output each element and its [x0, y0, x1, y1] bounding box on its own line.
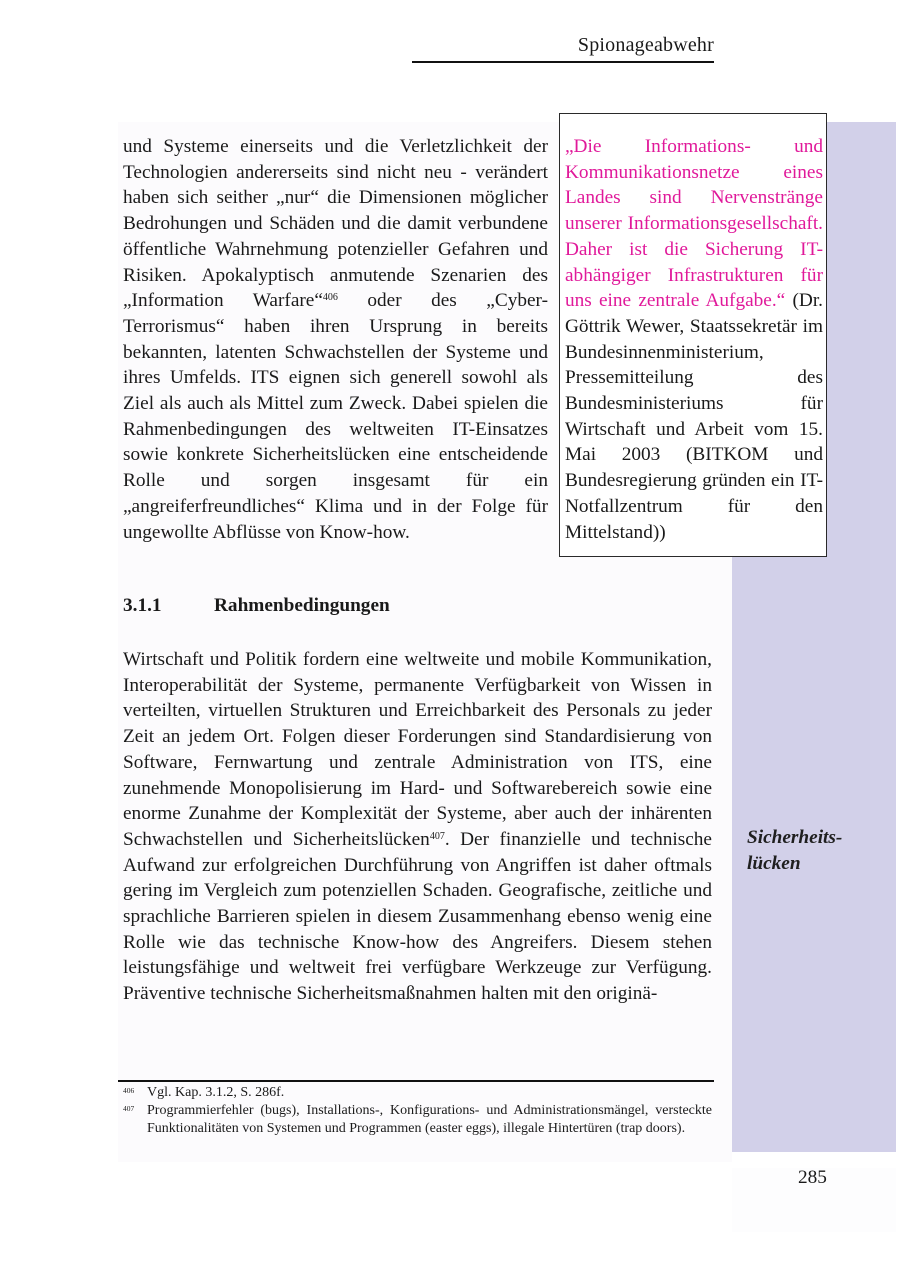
paragraph-1-part-2: oder des „Cyber-Terrorismus“ haben ihren Ursprung in bereits bekannten, latenten Schwachstellen der Systeme und ihres Umfelds. ITS eignen sich generell sowohl als Ziel als auch als Mittel zum Zweck. Dabei spielen die Rahmenbedingungen des weltweiten IT-Einsatzes sowie konkrete Sicherheitslücken eine entscheidende Rolle und sorgen insgesamt für ein „angreiferfreundliches“ Klima und in der Folge für ungewollte Abflüsse von Know-how.	[123, 290, 548, 543]
paragraph-1	[123, 134, 548, 545]
quote-content	[565, 134, 823, 545]
section-title: Rahmenbedingungen	[214, 595, 390, 616]
running-header	[412, 30, 714, 63]
paragraph-1-part-1: und Systeme einerseits und die Verletzlichkeit der Technologien andererseits sind nicht neu - verändert haben sich seither „nur“ die Dimensionen möglicher Bedrohungen und Schäden und die damit verbundene öffentliche Wahrnehmung potenzieller Gefahren und Risiken. Apokalyptisch anmutende Szenarien des „Information Warfare“	[123, 136, 548, 312]
footnote-407	[123, 1102, 712, 1138]
footnote-ref-407[interactable]: 407	[429, 830, 445, 842]
paragraph-2	[123, 647, 712, 1007]
margin-note-line-1: Sicherheits-	[747, 827, 843, 848]
margin-note-line-2: lücken	[747, 852, 801, 874]
footnote-406	[123, 1084, 712, 1102]
footnote-mark: 407	[123, 1104, 135, 1113]
paragraph-2-part-1: Wirtschaft und Politik fordern eine weltweite und mobile Kommunikation, Interoperabilität der Systeme, permanente Verfügbarkeit von Wissen in verteilten, virtuellen Strukturen und Erreichbarkeit des Personals zu jeder Zeit an jedem Ort. Folgen dieser Forderungen sind Standardisierung von Software, Fernwartung und zentrale Administration von ITS, eine zunehmende Monopolisierung im Hard- und Softwarebereich sowie eine enorme Zunahme der Komplexität der Systeme, aber auch der inhärenten Schwachstellen und Sicherheitslücken	[123, 649, 712, 850]
footnote-text: Vgl. Kap. 3.1.2, S. 286f.	[147, 1085, 285, 1100]
paragraph-2-part-2: . Der finanzielle und technische Aufwand zur erfolgreichen Durchführung von Angriffen ist daher oftmals gering im Vergleich zum potenziellen Schaden. Geografische, zeitliche und sprachliche Barrieren spielen in diesem Zusammenhang ebenso wenig eine Rolle wie das technische Know-how des Angreifers. Diesem stehen leistungsfähige und weltweit frei verfügbare Werkzeuge zur Verfügung. Präventive technische Sicherheitsmaßnahmen halten mit den originä-	[123, 828, 712, 1005]
section-number: 3.1.1	[123, 595, 162, 616]
footnotes	[123, 1084, 712, 1138]
footnote-ref-406[interactable]: 406	[322, 292, 338, 304]
section-heading	[123, 595, 390, 617]
quote-text: „Die Informations- und Kommunikationsnetze eines Landes sind Nervenstränge unserer Informationsgesellschaft. Daher ist die Sicherung IT-abhängiger Infrastrukturen für uns eine zentrale Aufgabe.“	[565, 136, 823, 312]
running-header-title: Spionageabwehr	[577, 34, 714, 56]
margin-note	[747, 825, 887, 876]
footnote-text: Programmierfehler (bugs), Installations-, Konfigurations- und Administrationsmängel, versteckte Funktionalitäten von Systemen und Programmen (easter eggs), illegale Hintertüren (trap doors).	[147, 1103, 712, 1136]
footnote-rule	[118, 1080, 714, 1082]
footnote-mark: 406	[123, 1086, 135, 1095]
quote-box	[559, 113, 827, 557]
quote-source: (Dr. Göttrik Wewer, Staatssekretär im Bundesinnenministerium, Pressemitteilung des Bundesministeriums für Wirtschaft und Arbeit vom 15. Mai 2003 (BITKOM und Bundesregierung gründen ein IT-Notfallzentrum für den Mittelstand))	[565, 290, 823, 543]
page-number: 285	[798, 1167, 827, 1188]
